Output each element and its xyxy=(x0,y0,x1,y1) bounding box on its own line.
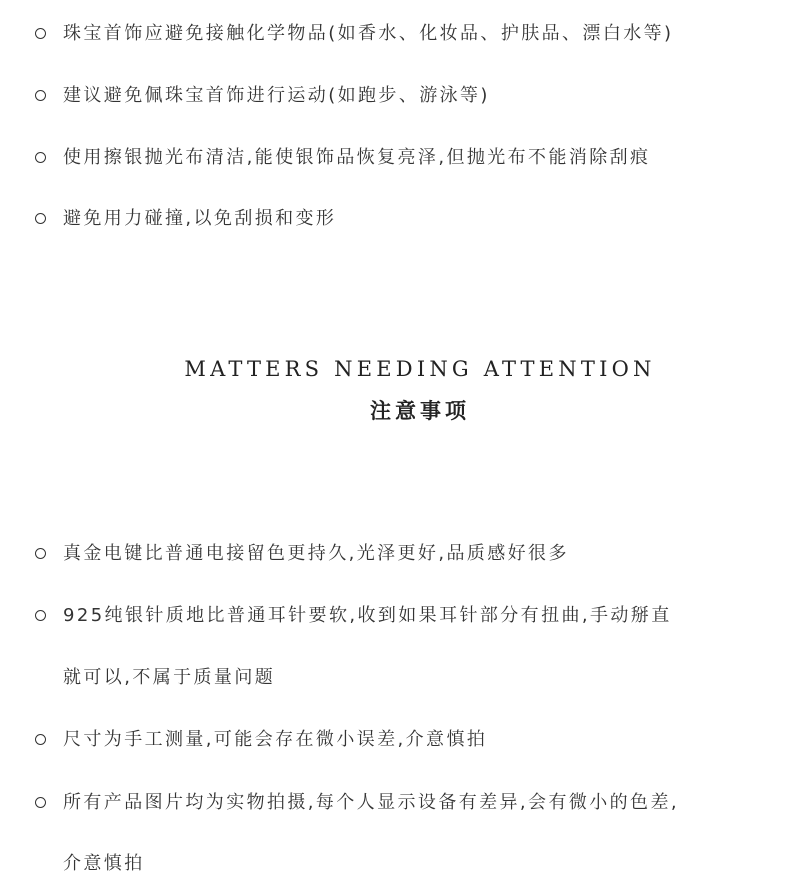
circle-bullet-icon xyxy=(35,548,46,559)
list-item xyxy=(0,724,790,756)
list-item xyxy=(0,600,790,632)
list-item-text: 避免用力碰撞,以免刮损和变形 xyxy=(63,208,337,229)
circle-bullet-icon xyxy=(35,734,46,745)
circle-bullet-icon xyxy=(35,152,46,163)
list-item-text: 就可以,不属于质量问题 xyxy=(63,667,276,688)
list-item-text: 使用擦银抛光布清洁,能使银饰品恢复亮泽,但抛光布不能消除刮痕 xyxy=(63,147,651,168)
list-item-text: 所有产品图片均为实物拍摄,每个人显示设备有差异,会有微小的色差, xyxy=(63,792,679,813)
list-item xyxy=(0,787,790,819)
circle-bullet-icon xyxy=(35,213,46,224)
section-title-en: MATTERS NEEDING ATTENTION xyxy=(184,357,656,381)
list-item-text: 建议避免佩珠宝首饰进行运动(如跑步、游泳等) xyxy=(63,85,490,106)
list-item-text: 珠宝首饰应避免接触化学物品(如香水、化妆品、护肤品、漂白水等) xyxy=(63,23,674,44)
list-item xyxy=(0,18,790,50)
list-item xyxy=(0,203,790,235)
list-item-text: 925纯银针质地比普通耳针要软,收到如果耳针部分有扭曲,手动掰直 xyxy=(63,605,672,626)
list-item-text: 真金电键比普通电接留色更持久,光泽更好,品质感好很多 xyxy=(63,543,569,564)
list-item-continuation xyxy=(0,662,790,694)
list-item-continuation xyxy=(0,848,790,880)
circle-bullet-icon xyxy=(35,797,46,808)
list-item-text: 介意慎拍 xyxy=(63,853,145,874)
circle-bullet-icon xyxy=(35,610,46,621)
section-title-zh: 注意事项 xyxy=(370,398,470,423)
list-item xyxy=(0,142,790,174)
circle-bullet-icon xyxy=(35,28,46,39)
list-item-text: 尺寸为手工测量,可能会存在微小误差,介意慎拍 xyxy=(63,729,488,750)
list-item xyxy=(0,538,790,570)
list-item xyxy=(0,80,790,112)
circle-bullet-icon xyxy=(35,90,46,101)
